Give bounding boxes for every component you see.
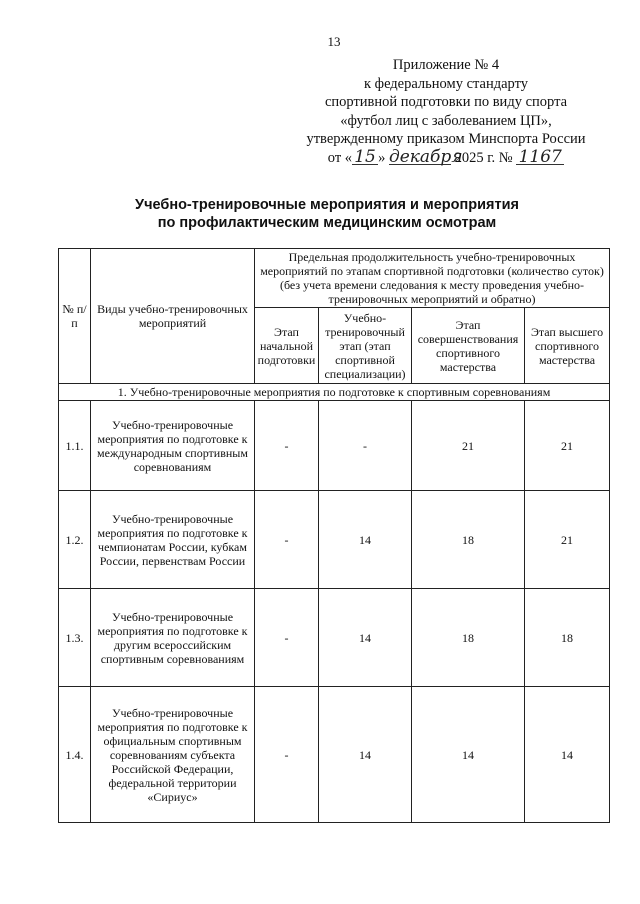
section-title: 1. Учебно-тренировочные мероприятия по подготовке к спортивным соревнованиям — [59, 384, 610, 401]
table-row — [59, 589, 610, 687]
row-value-initial: - — [255, 687, 319, 823]
header-event-type: Виды учебно-тренировочных мероприятий — [91, 249, 255, 384]
header-stage-training: Учебно-тренировочный этап (этап спортивной специализации) — [319, 308, 412, 384]
row-value-improvement: 18 — [412, 491, 525, 589]
appendix-line-2: к федеральному стандарту — [364, 75, 528, 92]
row-number: 1.4. — [59, 687, 91, 823]
row-event-name: Учебно-тренировочные мероприятия по подготовке к официальным спортивным соревнованиям субъекта Российской Федерации, федеральной территории «Сириус» — [91, 687, 255, 823]
row-value-initial: - — [255, 401, 319, 491]
section-row — [59, 384, 610, 401]
header-stage-improvement: Этап совершенствования спортивного мастерства — [412, 308, 525, 384]
row-value-training: 14 — [319, 589, 412, 687]
row-value-improvement: 18 — [412, 589, 525, 687]
title-line-2: по профилактическим медицинским осмотрам — [157, 215, 497, 231]
row-number: 1.2. — [59, 491, 91, 589]
handwritten-order-number: 1167 — [516, 150, 564, 165]
title-line-1: Учебно-тренировочные мероприятия и мероприятия — [135, 197, 519, 213]
row-value-initial: - — [255, 589, 319, 687]
header-stage-initial: Этап начальной подготовки — [255, 308, 319, 384]
header-number: № п/п — [59, 249, 91, 384]
training-events-table — [58, 248, 610, 823]
appendix-line-3: спортивной подготовки по виду спорта — [324, 94, 568, 110]
appendix-line-4: «футбол лиц с заболеванием ЦП», — [340, 112, 552, 129]
row-event-name: Учебно-тренировочные мероприятия по подготовке к международным спортивным соревнованиям — [91, 401, 255, 491]
row-value-highest: 14 — [525, 687, 610, 823]
appendix-date-line — [286, 146, 606, 168]
handwritten-month: декабря — [388, 146, 463, 167]
row-value-training: 14 — [319, 491, 412, 589]
document-title — [0, 196, 640, 232]
table-row — [59, 687, 610, 823]
row-value-highest: 21 — [525, 491, 610, 589]
handwritten-day: 15 — [352, 150, 378, 165]
row-event-name: Учебно-тренировочные мероприятия по подготовке к чемпионатам России, кубкам России, первенствам России — [91, 491, 255, 589]
date-mid: » — [378, 149, 386, 166]
appendix-block — [286, 56, 606, 167]
row-event-name: Учебно-тренировочные мероприятия по подготовке к другим всероссийским спортивным соревнованиям — [91, 589, 255, 687]
row-number: 1.3. — [59, 589, 91, 687]
date-year: 2025 г. № — [454, 149, 513, 166]
header-duration-group: Предельная продолжительность учебно-тренировочных мероприятий по этапам спортивной подготовки (количество суток) (без учета времени следования к месту проведения учебно-тренировочных мероприятий и обратно) — [255, 249, 610, 308]
date-prefix: от « — [327, 149, 353, 166]
row-value-improvement: 21 — [412, 401, 525, 491]
row-value-highest: 21 — [525, 401, 610, 491]
table-row — [59, 401, 610, 491]
table-header-row-1 — [59, 249, 610, 308]
appendix-line-1: Приложение № 4 — [392, 57, 500, 73]
row-value-highest: 18 — [525, 589, 610, 687]
page-number: 13 — [327, 34, 341, 49]
row-number: 1.1. — [59, 401, 91, 491]
row-value-training: - — [319, 401, 412, 491]
row-value-initial: - — [255, 491, 319, 589]
row-value-improvement: 14 — [412, 687, 525, 823]
header-stage-highest: Этап высшего спортивного мастерства — [525, 308, 610, 384]
row-value-training: 14 — [319, 687, 412, 823]
table-row — [59, 491, 610, 589]
appendix-line-5: утвержденному приказом Минспорта России — [306, 131, 586, 147]
